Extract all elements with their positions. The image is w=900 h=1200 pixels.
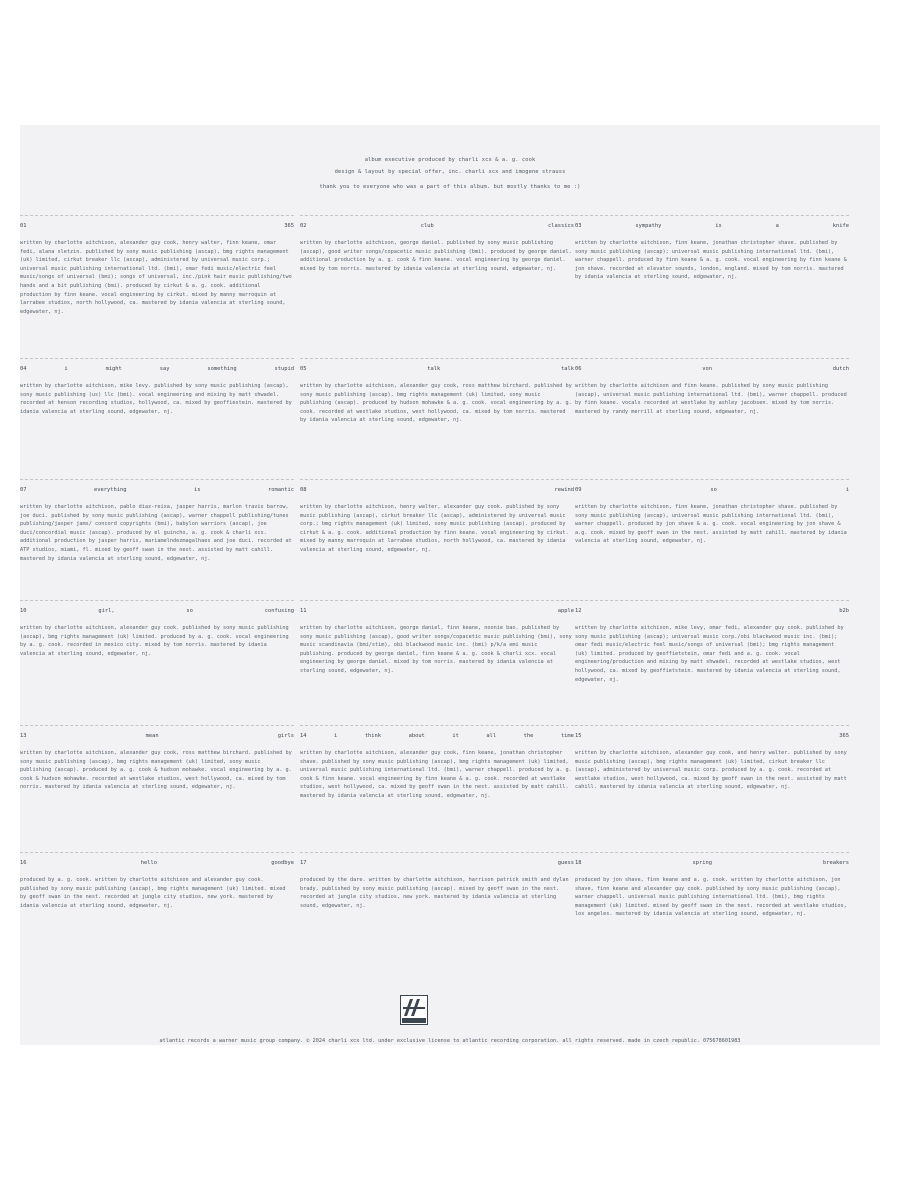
track-title-word: the [523,733,534,739]
track-credits-text: written by charlotte aitchison, alexander guy cook, ross matthew birchard. published by sony music publishing (ascap), bmg rights management (uk) limited, sony music publishing (ascap). produced by a. g. cook & hudson mohawke. vocal engineering by a. g. cook & hudson mohawke. recorded at westlake studios, west hollywood, ca. mixed by tom norris. mastered by idania valencia at sterling sound, edgewater, nj. [20,750,292,791]
dashed-divider [20,479,294,480]
track-number: 05 [300,366,307,372]
track-credit-block [20,600,294,658]
track-credits-text: written by charlotte aitchison, mike levy, omar fedi, alexander guy cook. published by sony music publishing (ascap); universal music corp./obi blackwood music inc. (bmi); omar fedi music/electric feel music/songs of universal (bmi); bmg rights management (uk) limited. produced by geoffietstein, omar fedi and a. g. cook. vocal engineering/production and mixing by matt shwadel. recorded at westlake studios, west hollywood, ca. mixed by geoffietstein. mastered by idania valencia at sterling sound, edgewater, nj. [575,625,844,683]
track-number: 18 [575,860,582,866]
dashed-divider [20,358,294,359]
track-credit-block [300,215,574,273]
track-title-word: club [420,223,434,229]
dashed-divider [300,215,574,216]
track-number: 09 [575,487,582,493]
track-credit-block [20,358,294,416]
dashed-divider [575,600,849,601]
track-title-word: goodbye [271,860,294,866]
track-title-line [575,365,849,373]
track-credits-text: written by charlotte aitchison, finn keane, jonathan christopher shave. published by sony music publishing (ascap), universal music publishing international ltd. (bmi), warner chappell. produced by jon shave & a. g. cook. vocal engineering by jon shave & a.g. cook. mixed by geoff swan in the nest. assisted by matt cahill. mastered by idania valencia at sterling sound, edgewater, nj. [575,504,847,545]
header-exec-producer: album executive produced by charli xcx & a. g. cook [364,157,536,163]
track-number: 08 [300,487,307,493]
track-number: 04 [20,366,27,372]
track-credit-block [20,852,294,910]
track-title-word: think [364,733,382,739]
track-title-word: romantic [268,487,294,493]
track-title-word: something [207,366,237,372]
track-title-line [300,859,574,867]
dashed-divider [575,215,849,216]
track-title-word: rewind [554,487,574,493]
track-title-line [20,859,294,867]
dashed-divider [20,725,294,726]
track-number: 17 [300,860,307,866]
track-title-word: might [105,366,122,372]
track-title-word: everything [94,487,127,493]
track-title-word: guess [557,860,574,866]
atlantic-logo-icon [400,995,428,1025]
track-number: 15 [575,733,582,739]
track-credits-text: produced by the dare. written by charlotte aitchison, harrison patrick smith and dylan brady. published by sony music publishing (ascap). mixed by geoff swan in the nest. recorded at jungle city studios, new york. mastered by idania valencia at sterling sound, edgewater, nj. [300,877,569,909]
track-credit-block [575,215,849,282]
track-title-word: girls [277,733,294,739]
track-credit-block [300,725,574,801]
track-credits-text: written by charlotte aitchison, alexander guy cook. published by sony music publishing (ascap), bmg rights management (uk) limited. produced by a. g. cook. vocal engineering by a. g. cook. recorded in mexico city. mixed by tom norris. mastered by idania valencia at sterling sound, edgewater, nj. [20,625,289,657]
track-credits-text: written by charlotte aitchison, alexander guy cook, finn keane, jonathan christopher shave. published by sony music publishing (ascap), bmg rights management (uk) limited, universal music publishing international ltd. (bmi), warner chappell. produced by a. g. cook & finn keane. vocal engineering by finn keane & a. g. cook. recorded at westlake studios, west hollywood, ca. mixed by geoff swan in the nest. assisted by matt cahill. mastered by idania valencia at sterling sound, edgewater, nj. [300,750,572,799]
track-number: 06 [575,366,582,372]
track-title-word: von [702,366,712,372]
track-title-word: 365 [839,733,849,739]
track-title-line [575,607,849,615]
track-credit-block [575,358,849,416]
track-title-word: all [486,733,497,739]
dashed-divider [20,852,294,853]
track-title-word: is [194,487,201,493]
track-title-word: knife [832,223,849,229]
track-title-line [300,732,574,740]
liner-notes-sheet [20,125,880,1045]
track-credits-grid [20,215,880,960]
track-number: 11 [300,608,307,614]
dashed-divider [300,358,574,359]
track-title-word: is [715,223,722,229]
track-title-line [575,222,849,230]
track-credits-text: produced by a. g. cook. written by charlotte aitchison and alexander guy cook. published by sony music publishing (ascap), bmg rights management (uk) limited. mixed by geoff swan in the nest. recorded at jungle city studios, new york. mastered by idania valencia at sterling sound, edgewater, nj. [20,877,286,909]
dashed-divider [20,215,294,216]
track-credits-text: written by charlotte aitchison, pablo diaz-reixa, jasper harris, marlon travis barrow, joe duci. published by sony music publishing (ascap), warner chappell publishing/tunes publishing/jasper jams/ concord copyrights (bmi), babylon warriors (ascap), joe duci/concordial music (ascap). produced by el guincho, a. g. cook & charli xcx. additional production by jasper harris, mariamelndezmagalhaes and joe duci. recorded at ATP studios, miami, fl. mixed by geoff swan in the nest. assisted by matt cahill. mastered by idania valencia at sterling sound, edgewater, nj. [20,504,292,562]
track-credit-block [300,479,574,555]
dashed-divider [575,479,849,480]
track-credit-block [20,479,294,563]
track-credits-text: written by charlotte aitchison and finn keane. published by sony music publishing (ascap), universal music publishing international ltd. (bmi), warner chappell. produced by finn keane. vocals recorded at westlake by ashley jacobsen. mixed by tom norris. mastered by randy merrill at sterling sound, edgewater, nj. [575,383,847,415]
track-title-word: apple [557,608,574,614]
track-number: 10 [20,608,27,614]
track-title-word: spring [692,860,712,866]
track-credit-block [300,600,574,676]
track-number: 02 [300,223,307,229]
track-title-line [20,222,294,230]
dashed-divider [300,725,574,726]
track-title-word: b2b [839,608,849,614]
track-credit-block [300,358,574,425]
track-credit-block [575,479,849,546]
track-title-line [20,732,294,740]
track-title-word: say [159,366,170,372]
dashed-divider [575,725,849,726]
track-title-word: talk [427,366,441,372]
track-credits-text: written by charlotte aitchison, alexander guy cook, henry walter, finn keane, omar fedi, alana sletzin. published by sony music publishing (ascap), bmg rights management (uk) limited, cirkut breaker llc (ascap), administered by universal music corp.; universal music publishing international ltd. (bmi), omar fedi music/electric feel music/songs of universal (bmi); songs of universal, inc./pink hair music publishing/two hands and a bit publishing (bmi). produced by cirkut & a. g. cook. additional production by finn keane. vocal engineering by cirkut. mixed by manny marroquin at larrabee studios, north hollywood, ca. mastered by idania valencia at sterling sound, edgewater, nj. [20,240,292,315]
track-title-word: it [452,733,459,739]
track-number: 16 [20,860,27,866]
track-credit-block [300,852,574,910]
track-number: 03 [575,223,582,229]
track-credits-text: written by charlotte aitchison, george daniel, finn keane, noonie bao. published by sony music publishing (ascap), good writer songs/copacetic music publishing (bmi), sony music scandinavia (bmi/stim), obi blackwood music inc. (bmi) p/k/a emi music publishing. produced by george daniel, finn keane & a. g. cook & charli xcx. vocal engineering by george daniel. mixed by tom norris. mastered by idania valencia at sterling sound, edgewater, nj. [300,625,572,674]
dashed-divider [300,600,574,601]
track-number: 07 [20,487,27,493]
track-title-word: a [775,223,779,229]
track-title-word: 365 [284,223,294,229]
track-credits-text: written by charlotte aitchison, alexander guy cook, and henry walter. published by sony music publishing (ascap), bmg rights management (uk) limited, cirkut breaker llc (ascap), administered by universal music corp. produced by a. g. cook. recorded at westlake studios, west hollywood, ca. mixed by geoff swan in the nest. assisted by matt cahill. mastered by idania valencia at sterling sound, edgewater, nj. [575,750,847,791]
track-title-line [300,365,574,373]
track-title-line [20,486,294,494]
track-title-word: i [845,487,849,493]
header-design-credit: design & layout by special offer, inc. charli xcx and imogene strauss [334,169,566,175]
track-title-word: i [64,366,68,372]
track-title-word: so [710,487,717,493]
track-credit-block [20,725,294,792]
track-title-word: so [186,608,193,614]
track-title-line [575,486,849,494]
track-credits-text: written by charlotte aitchison, alexander guy cook, ross matthew birchard. published by sony music publishing (ascap), bmg rights management (uk) limited, sony music publishing (ascap). produced by hudson mohawke & a. g. cook. vocal engineering by a. g. cook. recorded at westlake studios, west hollywood, ca. mixed by tom norris. mastered by idania valencia at sterling sound, edgewater, nj. [300,383,572,424]
track-credits-text: written by charlotte aitchison, finn keane, jonathan christopher shave. published by sony music publishing (ascap); universal music publishing international ltd. (bmi), warner chappell. produced by finn keane & a. g. cook. vocal engineering by finn keane & jon shave. recorded at elevator sounds, london, england. mixed by tom norris. mastered by idania valencia at sterling sound, edgewater, nj. [575,240,847,281]
track-title-word: classics [548,223,574,229]
track-credit-block [575,600,849,684]
track-credits-text: written by charlotte aitchison, george daniel. published by sony music publishing (ascap), good writer songs/copacetic music publishing (bmi). produced by george daniel. additional production by a. g. cook & finn keane. vocal engineering by george daniel. mixed by tom norris. mastered by idania valencia at sterling sound, edgewater, nj. [300,240,572,272]
track-title-word: time [560,733,574,739]
track-title-line [575,859,849,867]
header-thanks: thank you to everyone who was a part of this album. but mostly thanks to me :) [319,184,581,190]
footer-copyright: atlantic records a warner music group company. © 2024 charli xcx ltd. under exclusive license to atlantic recording corporation. all rights reserved. made in czech republic. 075678601983 [159,1038,741,1044]
track-credits-text: produced by jon shave, finn keane and a. g. cook. written by charlotte aitchison, jon shave, finn keane and alexander guy cook. published by sony music publishing (ascap), warner chappell. universal music publishing international ltd. (bmi), bmg rights management (uk) limited. mixed by geoff swan in the nest. recorded at westlake studios, los angeles. mastered by idania valencia at sterling sound, edgewater, nj. [575,877,847,918]
track-title-word: talk [561,366,574,372]
track-title-word: confusing [264,608,294,614]
track-title-word: breakers [823,860,849,866]
dashed-divider [300,479,574,480]
track-title-word: about [408,733,425,739]
track-title-line [300,486,574,494]
dashed-divider [20,600,294,601]
track-number: 12 [575,608,582,614]
dashed-divider [300,852,574,853]
track-title-word: sympathy [635,223,662,229]
track-title-word: i [334,733,338,739]
track-credits-text: written by charlotte aitchison, henry walter, alexander guy cook. published by sony music publishing (ascap), cirkut breaker llc (ascap), administered by universal music corp.; bmg rights management (uk) limited, sony music publishing (ascap). produced by cirkut & a. g. cook. additional production by finn keane. vocal engineering by cirkut. mixed by manny marroquin at larrabee studios, north hollywood, ca. mastered by idania valencia at sterling sound, edgewater, nj. [300,504,569,553]
track-credits-text: written by charlotte aitchison, mike levy. published by sony music publishing (ascap), sony music publishing (us) llc (bmi). vocal engineering and mixing by matt shwadel. recorded at henson recording studios, hollywood, ca. mixed by geoffiestein. mastered by idania valencia at sterling sound, edgewater, nj. [20,383,292,415]
track-credit-block [575,725,849,792]
track-number: 14 [300,733,307,739]
track-title-line [20,365,294,373]
dashed-divider [575,852,849,853]
track-title-line [300,222,574,230]
track-title-line [20,607,294,615]
track-number: 01 [20,223,27,229]
track-title-word: stupid [274,366,294,372]
track-title-word: girl, [98,608,115,614]
track-title-line [575,732,849,740]
track-title-word: mean [145,733,159,739]
track-title-line [300,607,574,615]
track-credit-block [20,215,294,316]
track-number: 13 [20,733,27,739]
dashed-divider [575,358,849,359]
track-title-word: hello [140,860,157,866]
track-title-word: dutch [832,366,849,372]
track-credit-block [575,852,849,919]
